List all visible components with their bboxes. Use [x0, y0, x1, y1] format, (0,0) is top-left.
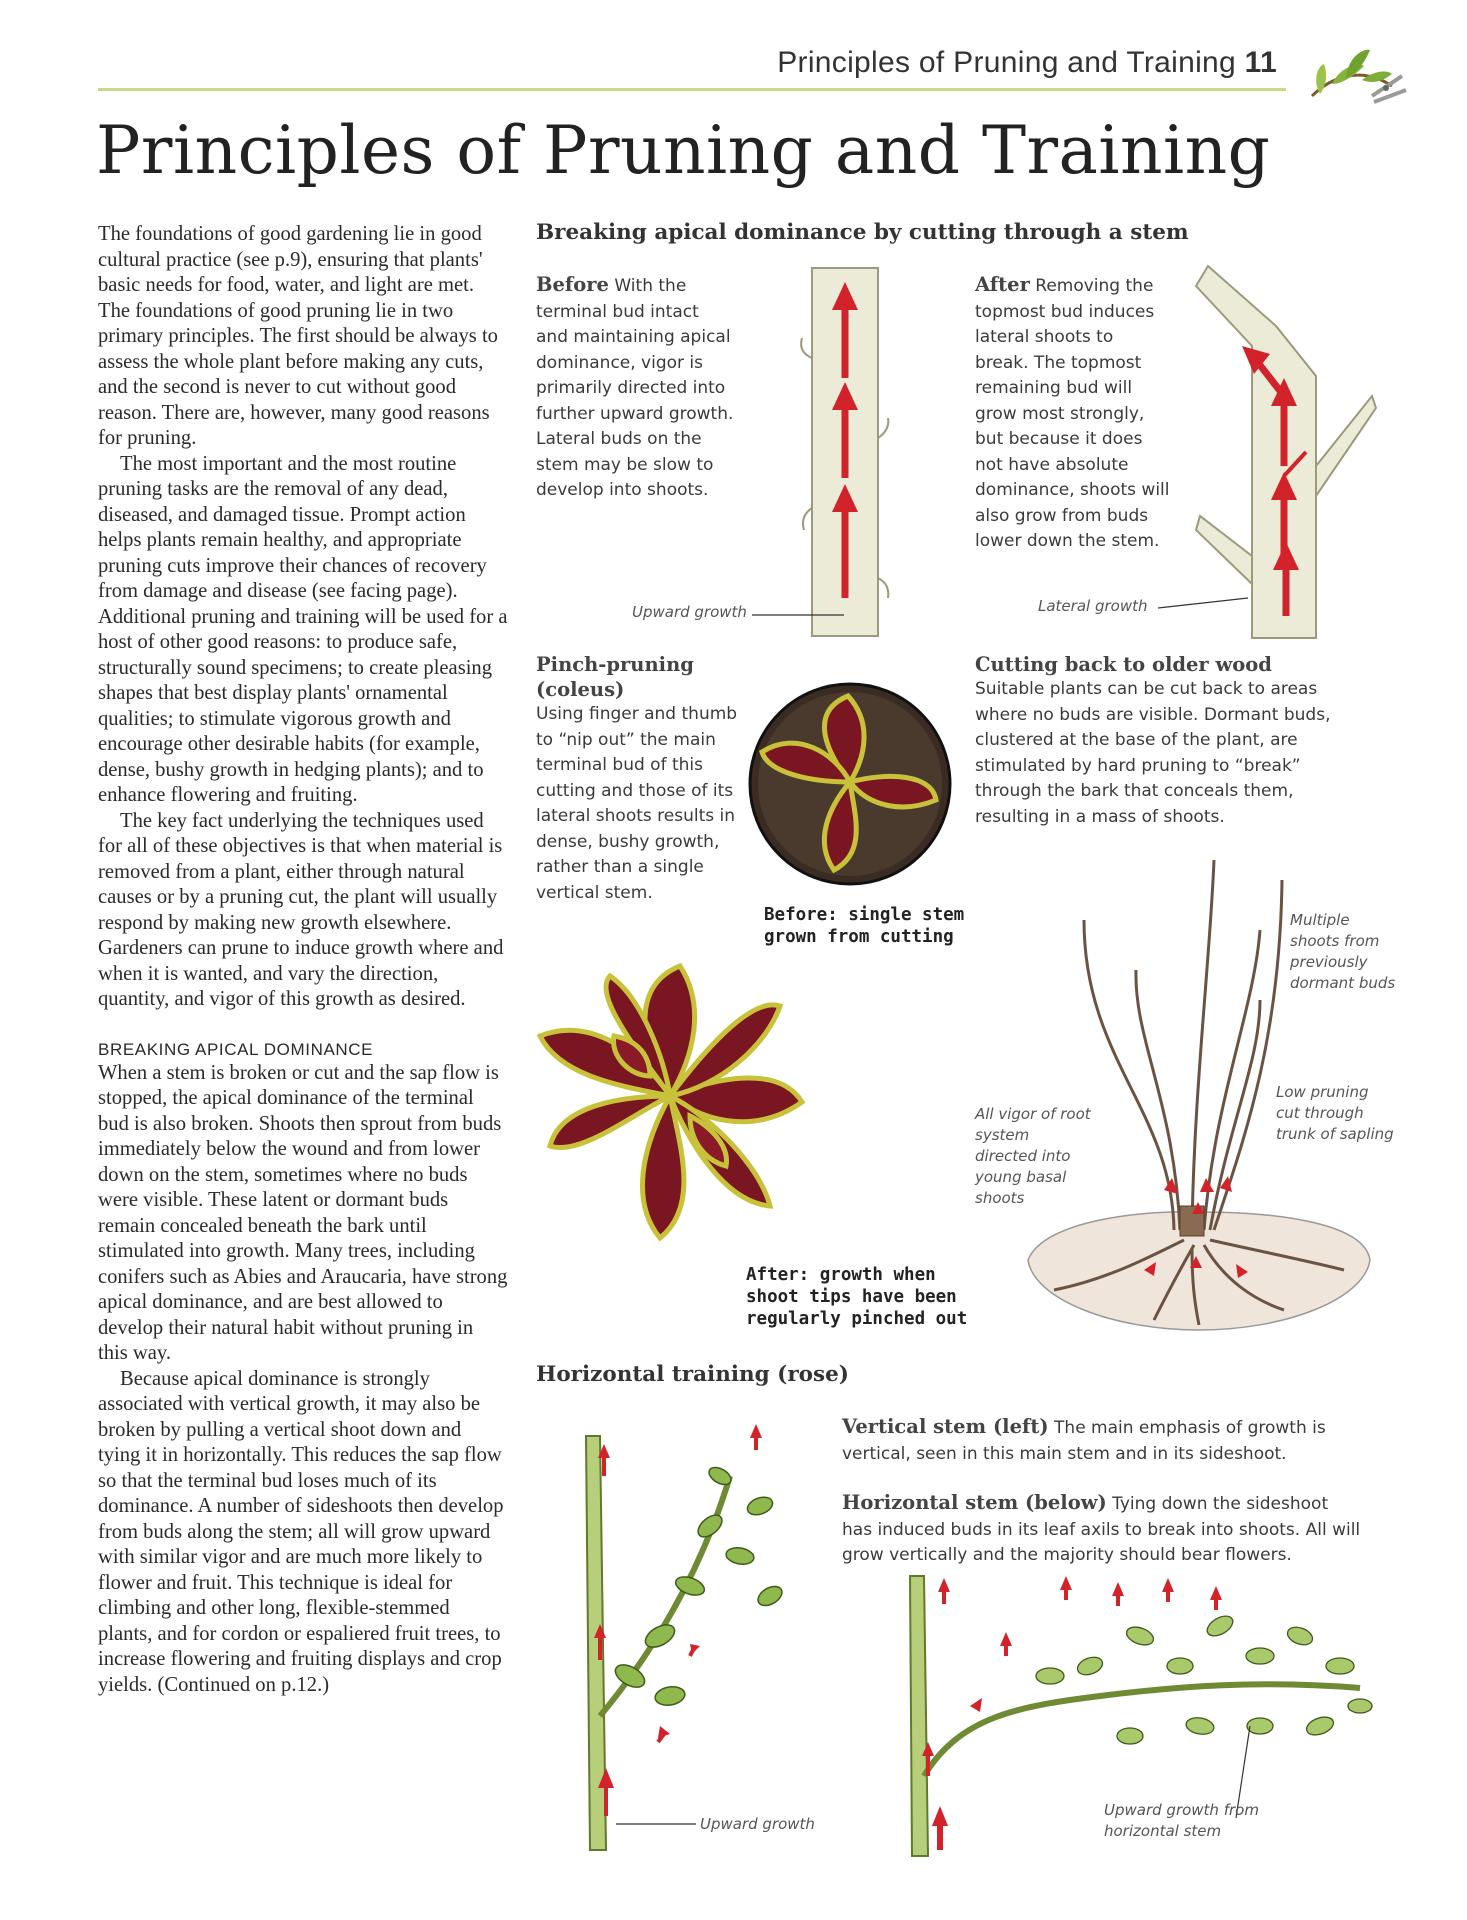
- after-text: Removing the topmost bud induces lateral shoots to break. The topmost remaining bud will grow most strongly, but because it does not have absolute dominance, shoots will also grow from buds lower down the stem.: [975, 276, 1170, 551]
- vertical-stem-caption: [842, 1414, 1362, 1467]
- page-number: 11: [1244, 46, 1277, 79]
- after-caption: [975, 272, 1170, 555]
- before-label-upward: Upward growth: [632, 603, 747, 621]
- after-label-lateral: Lateral growth: [1038, 597, 1148, 615]
- before-title: Before: [536, 273, 609, 296]
- paragraph-5: Because apical dominance is strongly associated with vertical growth, it may also be broken by pulling a vertical shoot down and tying it in horizontally. This reduces the sap flow so that the terminal bud loses much of its dominance. A number of sideshoots then develop from buds along the stem; all will grow upward with similar vigor and are much more likely to flower and fruit. This technique is ideal for climbing and other long, flexible-stemmed plants, and for cordon or espaliered fruit trees, to increase flowering and fruiting displays and crop yields. (Continued on p.12.): [98, 1367, 504, 1696]
- body-text-column: [98, 222, 508, 1698]
- rose-label-upward-horizontal: Upward growth from horizontal stem: [1104, 1801, 1259, 1840]
- vertical-stem-text: The main emphasis of growth is vertical, seen in this main stem and in its sideshoot.: [842, 1418, 1326, 1464]
- older-wood-title: Cutting back to older wood: [975, 653, 1272, 676]
- rose-label-upward: Upward growth: [700, 1815, 815, 1833]
- before-text: With the terminal bud intact and maintaining apical dominance, vigor is primarily directed into further upward growth. Lateral buds on the stem may be slow to develop into shoots.: [536, 276, 734, 500]
- coleus-after-label: After: growth when shoot tips have been regularly pinched out: [746, 1265, 968, 1329]
- running-header: [777, 46, 1277, 80]
- coleus-before-label: Before: single stem grown from cutting: [764, 905, 965, 947]
- apical-heading: Breaking apical dominance by cutting through a stem: [536, 220, 1189, 245]
- after-stem-illustration: [1196, 266, 1376, 638]
- before-label-line: [752, 612, 852, 622]
- older-wood-text: Suitable plants can be cut back to areas where no buds are visible. Dormant buds, clustered at the base of the plant, are stimulated by hard pruning to “break” through the bark that conceals them, resulting in a mass of shoots.: [975, 679, 1331, 827]
- pruning-shears-icon: [1302, 36, 1412, 124]
- before-caption: [536, 272, 736, 504]
- pinch-text: Using finger and thumb to “nip out” the main terminal bud of this cutting and those of its lateral shoots results in dense, bushy growth, rather than a single vertical stem.: [536, 704, 738, 903]
- horizontal-heading: Horizontal training (rose): [536, 1362, 849, 1387]
- after-label-line: [1158, 592, 1254, 612]
- after-title: After: [975, 273, 1030, 296]
- paragraph-4: When a stem is broken or cut and the sap flow is stopped, the apical dominance of the terminal bud is also broken. Shoots then sprout from buds immediately below the wound and from lower down on the stem, sometimes where no buds were visible. These latent or dormant buds remain concealed beneath the bark until stimulated into growth. Many trees, including conifers such as Abies and Araucaria, have strong apical dominance, and are best allowed to develop their natural habit without pruning in this way.: [98, 1061, 508, 1364]
- coleus-before-photo: [748, 682, 952, 886]
- header-rule: [98, 88, 1286, 91]
- vertical-stem-title: Vertical stem (left): [842, 1415, 1049, 1438]
- paragraph-2: The most important and the most routine pruning tasks are the removal of any dead, diseased, and damaged tissue. Prompt action helps plants remain healthy, and appropriate pruning cuts improve their chances of recovery from damage and disease (see facing page). Additional pruning and training will be used for a host of other good reasons: to produce safe, structurally sound specimens; to create pleasing shapes that best display plants' ornamental qualities; to stimulate vigorous growth and encourage other desirable habits (for example, dense, bushy growth in hedging plants); and to enhance flowering and fruiting.: [98, 452, 508, 806]
- paragraph-1: The foundations of good gardening lie in good cultural practice (see p.9), ensuring that plants' basic needs for food, water, and light are met. The foundations of good pruning lie in two primary principles. The first should be always to assess the whole plant before making any cuts, and the second is never to cut without good reason. There are, however, many good reasons for pruning.: [98, 223, 498, 449]
- paragraph-3: The key fact underlying the techniques used for all of these objectives is that when material is removed from a plant, either through natural causes or by a pruning cut, the plant will usually respond by making new growth elsewhere. Gardeners can prune to induce growth where and when it is wanted, and vary the direction, quantity, and vigor of this growth as desired.: [98, 809, 504, 1010]
- page-title: Principles of Pruning and Training: [96, 112, 1271, 189]
- older-wood-caption: [975, 652, 1355, 830]
- horizontal-stem-title: Horizontal stem (below): [842, 1491, 1107, 1514]
- horizontal-stem-caption: [842, 1490, 1362, 1569]
- pinch-title: Pinch-pruning (coleus): [536, 653, 694, 701]
- rose-vertical-illustration: [560, 1416, 820, 1850]
- label-low-pruning-cut: Low pruning cut through trunk of sapling: [1276, 1083, 1394, 1143]
- label-multiple-shoots: Multiple shoots from previously dormant buds: [1290, 911, 1396, 992]
- pinch-caption: [536, 652, 746, 906]
- label-all-vigor: All vigor of root system directed into young basal shoots: [975, 1105, 1091, 1207]
- section-heading: BREAKING APICAL DOMINANCE: [98, 1039, 374, 1059]
- horizontal-stem-text: Tying down the sideshoot has induced buds in its leaf axils to break into shoots. All will grow vertically and the majority should bear flowers.: [842, 1494, 1361, 1565]
- coleus-after-photo: [530, 956, 810, 1246]
- running-title: Principles of Pruning and Training: [777, 46, 1237, 79]
- before-stem-illustration: [800, 268, 900, 636]
